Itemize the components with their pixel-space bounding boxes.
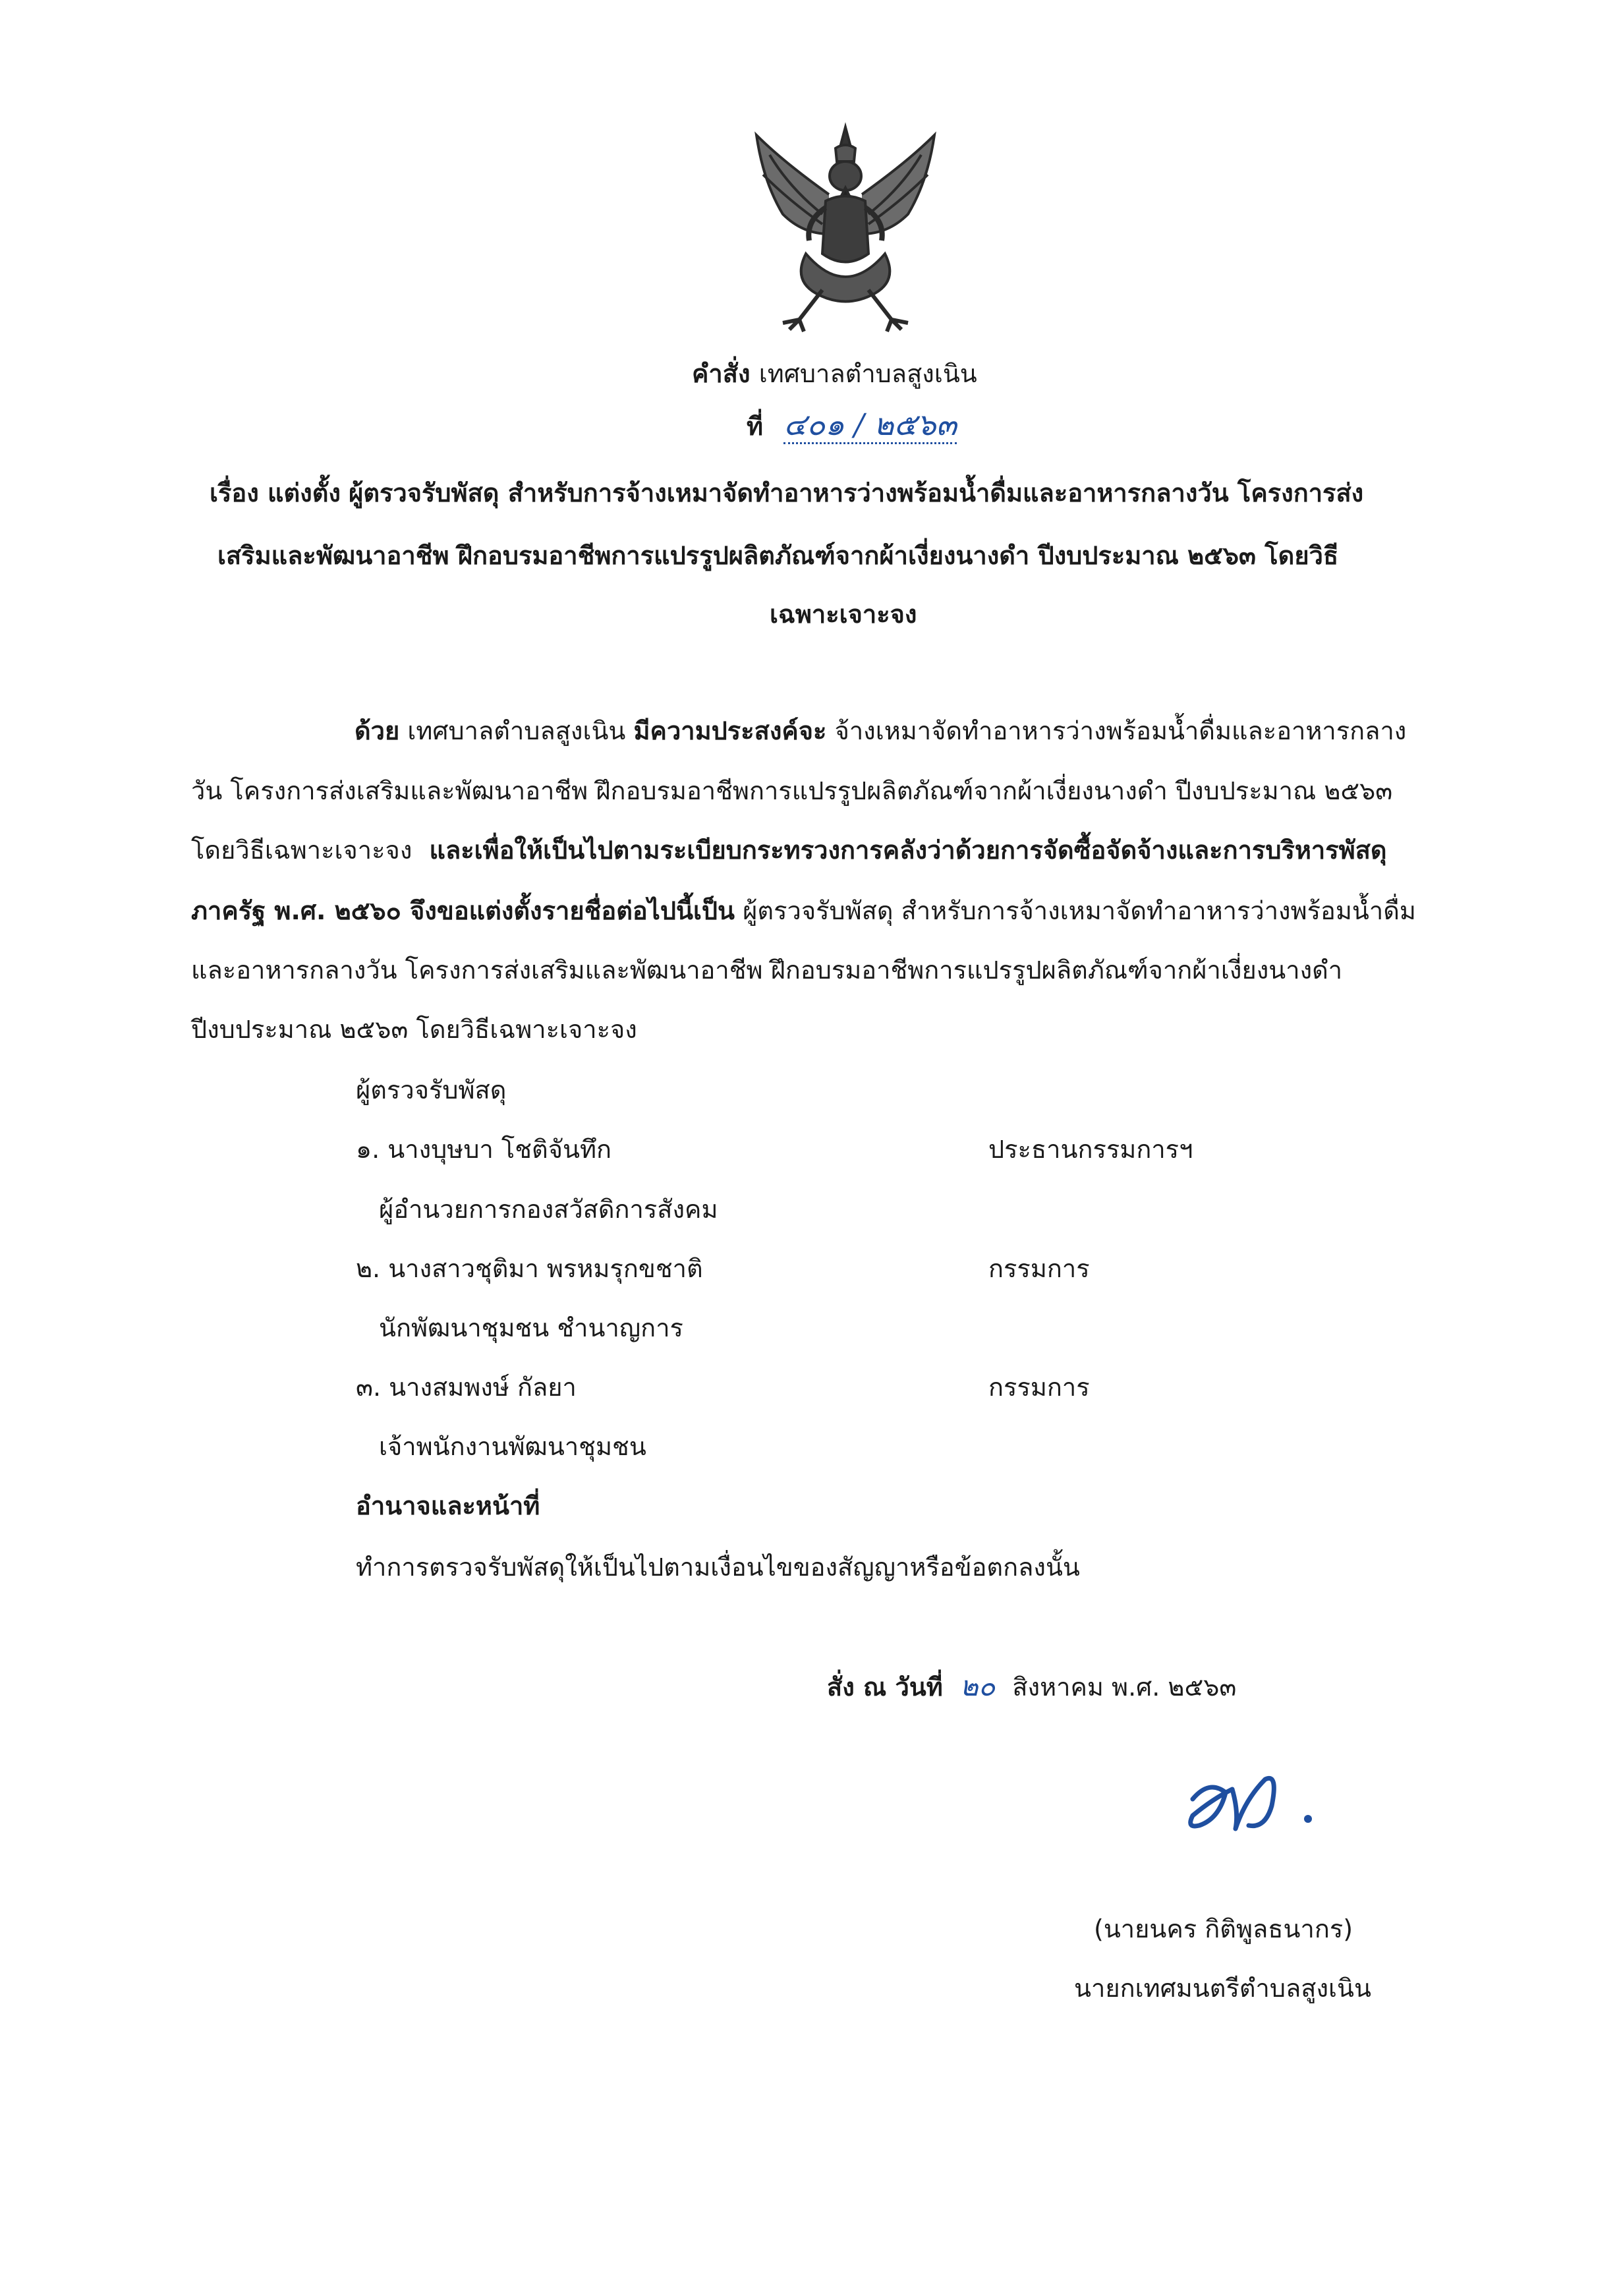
duties-text: ทำการตรวจรับพัสดุให้เป็นไปตามเงื่อนไขของสัญญาหรือข้อตกลงนั้น [356,1553,1080,1582]
signature-mark [1173,1753,1331,1852]
member-3-name: ๓. นางสมพงษ์ กัลยา [356,1373,577,1402]
subject-line-1 [210,478,1363,509]
body-l3-b: และเพื่อให้เป็นไปตามระเบียบกระทรวงการคลังว่าด้วยการจัดซื้อจัดจ้างและการบริหารพัสดุ [429,836,1387,865]
date-month-year: สิงหาคม พ.ศ. ๒๕๖๓ [1012,1673,1237,1702]
signatory-name: (นายนคร กิติพูลธนากร) [1094,1914,1353,1943]
body-lead: ด้วย [355,716,400,745]
body-l4-b: ผู้ตรวจรับพัสดุ สำหรับการจ้างเหมาจัดทำอาหารว่างพร้อมน้ำดื่ม [743,896,1416,925]
body-line-5: และอาหารกลางวัน โครงการส่งเสริมและพัฒนาอาชีพ ฝึกอบรมอาชีพการแปรรูปผลิตภัณฑ์จากผ้าเงี่ยงนางดำ [191,956,1343,985]
date-prefix: สั่ง ณ วันที่ [827,1673,943,1702]
body-l1-rest: จ้างเหมาจัดทำอาหารว่างพร้อมน้ำดื่มและอาหารกลาง [834,716,1407,745]
member-1-name: ๑. นางบุษบา โชติจันทึก [356,1135,612,1164]
order-date [827,1670,1236,1703]
member-3-role: กรรมการ [988,1373,1090,1402]
body-line-2: วัน โครงการส่งเสริมและพัฒนาอาชีพ ฝึกอบรมอาชีพการแปรรูปผลิตภัณฑ์จากผ้าเงี่ยงนางดำ ปีงบประมาณ ๒๕๖๓ [191,776,1393,805]
body-intent: มีความประสงค์จะ [633,716,827,745]
body-line-3 [191,836,1387,866]
member-2-role: กรรมการ [988,1254,1090,1283]
subject-label: เรื่อง แต่งตั้ง [210,478,341,507]
subject-text-1: ผู้ตรวจรับพัสดุ สำหรับการจ้างเหมาจัดทำอาหารว่างพร้อมน้ำดื่มและอาหารกลางวัน โครงการส่ง [349,478,1364,507]
body-line-1 [355,716,1406,747]
body-line-6: ปีงบประมาณ ๒๕๖๓ โดยวิธีเฉพาะเจาะจง [191,1015,637,1044]
member-2-name: ๒. นางสาวชุติมา พรหมรุกขชาติ [356,1254,703,1283]
member-3-title: เจ้าพนักงานพัฒนาชุมชน [379,1432,646,1461]
body-line-4 [191,896,1416,927]
issuer: เทศบาลตำบลสูงเนิน [758,359,977,388]
signatory-position: นายกเทศมนตรีตำบลสูงเนิน [1074,1974,1371,2003]
committee-heading: ผู้ตรวจรับพัสดุ [356,1076,507,1105]
member-1-title: ผู้อำนวยการกองสวัสดิการสังคม [379,1195,718,1224]
body-l4-a: ภาครัฐ พ.ศ. ๒๕๖๐ จึงขอแต่งตั้งรายชื่อต่อไปนี้เป็น [191,896,735,925]
order-label: คำสั่ง [692,359,751,388]
order-number-line [747,407,957,443]
garuda-emblem [743,122,948,333]
duties-heading: อำนาจและหน้าที่ [356,1491,540,1520]
body-l3-a: โดยวิธีเฉพาะเจาะจง [191,836,412,865]
order-number: ๔๐๑ / ๒๕๖๓ [783,407,957,444]
date-day: ๒๐ [959,1670,996,1702]
order-heading [692,359,977,389]
body-org: เทศบาลตำบลสูงเนิน [407,716,626,745]
subject-line-2: เสริมและพัฒนาอาชีพ ฝึกอบรมอาชีพการแปรรูปผลิตภัณฑ์จากผ้าเงี่ยงนางดำ ปีงบประมาณ ๒๕๖๓ โดยวิธี [217,541,1339,570]
subject-line-3: เฉพาะเจาะจง [770,600,917,629]
member-1-role: ประธานกรรมการฯ [988,1135,1193,1164]
number-label: ที่ [747,412,764,441]
member-2-title: นักพัฒนาชุมชน ชำนาญการ [379,1313,683,1342]
